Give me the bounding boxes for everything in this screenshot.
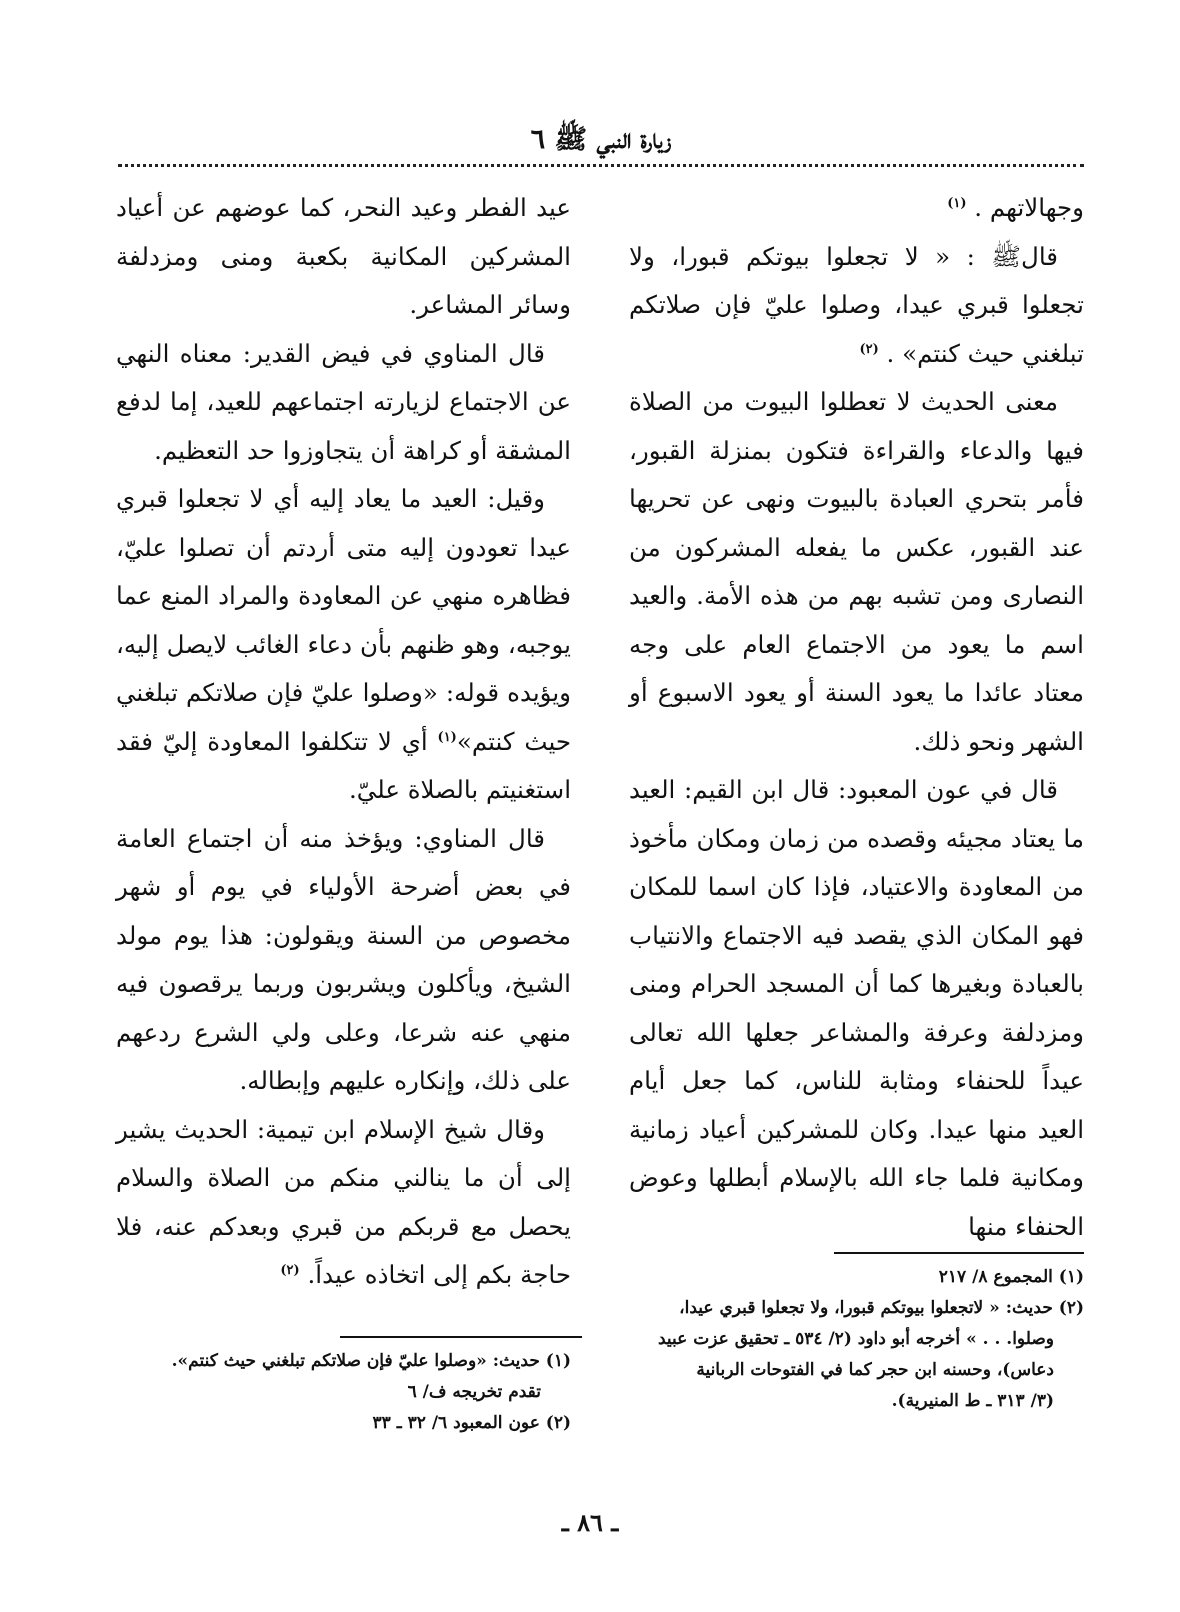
footnote-continuation: وصلوا. . . » أخرجه أبو داود (٢/ ٥٣٤ ـ تحقيق عزت عبيد	[658, 1329, 1054, 1349]
footnote-ref: (١)	[947, 195, 967, 211]
paragraph: قال في عون المعبود: قال ابن القيم: العيد ما يعتاد مجيئه وقصده من زمان ومكان مأخوذ من المعاودة والاعتياد، فإذا كان اسما للمكان فهو المكان الذي يقصد فيه الاجتماع والانتياب بالعبادة وبغيرها كما أن المسجد الحرام ومنى ومزدلفة وعرفة والمشاعر جعلها الله تعالى عيداً للحنفاء ومثابة للناس، كما جعل أيام العيد منها عيدا. وكان للمشركين أعياد زمانية ومكانية فلما جاء الله بالإسلام أبطلها وعوض الحنفاء منها	[629, 775, 1084, 1241]
left-column	[116, 184, 571, 1300]
page-number: ـ ٨٦ ـ	[561, 1508, 619, 1537]
footnote: (٢) عون المعبود ٦/ ٣٢ ـ ٣٣	[372, 1413, 571, 1433]
right-column	[629, 184, 1084, 1251]
footnote-continuation: (٣/ ٣١٣ ـ ط المنيرية).	[891, 1391, 1054, 1411]
footnote-ref: (٢)	[859, 341, 879, 357]
footnote: (١) المجموع ٨/ ٢١٧	[938, 1267, 1084, 1287]
paragraph: قال المناوي: ويؤخذ منه أن اجتماع العامة في بعض أضرحة الأولياء في يوم أو شهر مخصوص من السنة ويقولون: هذا يوم مولد الشيخ، ويأكلون ويشربون وربما يرقصون فيه منهي عنه شرعا، وعلى ولي الشرع ردعهم على ذلك، وإنكاره عليهم وإبطاله.	[116, 823, 571, 1095]
footnotes-right	[629, 1262, 1084, 1417]
footnote-divider	[834, 1252, 1084, 1254]
footnote-divider	[340, 1336, 582, 1338]
footnotes-left	[116, 1346, 571, 1439]
running-header: زيارة النبي ﷺ ٦	[530, 124, 672, 155]
footnote-ref: (١)	[437, 729, 457, 745]
footnote-ref: (٢)	[280, 1262, 300, 1278]
footnote-continuation: تقدم تخريجه ف/ ٦	[407, 1382, 541, 1402]
footnote: (٢) حديث: « لاتجعلوا بيوتكم قبورا، ولا تجعلوا قبري عيدا،	[679, 1298, 1084, 1318]
paragraph: وقال شيخ الإسلام ابن تيمية: الحديث يشير إلى أن ما ينالني منكم من الصلاة والسلام يحصل مع قربكم من قبري وبعدكم عنه، فلا حاجة بكم إلى اتخاذه عيداً. $^{(٢)}$	[116, 1114, 571, 1289]
paragraph: وجهالاتهم . $^{(١)}$	[947, 193, 1084, 222]
footnote-continuation: دعاس)، وحسنه ابن حجر كما في الفتوحات الربانية	[696, 1360, 1054, 1380]
paragraph: عيد الفطر وعيد النحر، كما عوضهم عن أعياد المشركين المكانية بكعبة ومنى ومزدلفة وسائر المشاعر.	[116, 193, 571, 319]
header-dotted-rule	[118, 164, 1084, 167]
paragraph: قالﷺ : « لا تجعلوا بيوتكم قبورا، ولا تجعلوا قبري عيدا، وصلوا عليّ فإن صلاتكم تبلغني حيث كنتم» . $^{(٢)}$	[629, 241, 1084, 368]
paragraph: وقيل: العيد ما يعاد إليه أي لا تجعلوا قبري عيدا تعودون إليه متى أردتم أن تصلوا عليّ، فظاهره منهي عن المعاودة والمراد المنع عما يوجبه، وهو ظنهم بأن دعاء الغائب لايصل إليه، ويؤيده قوله: «وصلوا عليّ فإن صلاتكم تبلغني حيث كنتم»$^{(١)}$ أي لا تتكلفوا المعاودة إليّ فقد استغنيتم بالصلاة عليّ.	[116, 484, 571, 804]
paragraph: قال المناوي في فيض القدير: معناه النهي عن الاجتماع لزيارته اجتماعهم للعيد، إما لدفع المشقة أو كراهة أن يتجاوزوا حد التعظيم.	[116, 338, 571, 465]
footnote: (١) حديث: «وصلوا عليّ فإن صلاتكم تبلغني حيث كنتم».	[171, 1351, 571, 1371]
paragraph: معنى الحديث لا تعطلوا البيوت من الصلاة فيها والدعاء والقراءة فتكون بمنزلة القبور، فأمر بتحري العبادة بالبيوت ونهى عن تحريها عند القبور، عكس ما يفعله المشركون من النصارى ومن تشبه بهم من هذه الأمة. والعيد اسم ما يعود من الاجتماع العام على وجه معتاد عائدا ما يعود السنة أو يعود الاسبوع أو الشهر ونحو ذلك.	[629, 387, 1084, 756]
